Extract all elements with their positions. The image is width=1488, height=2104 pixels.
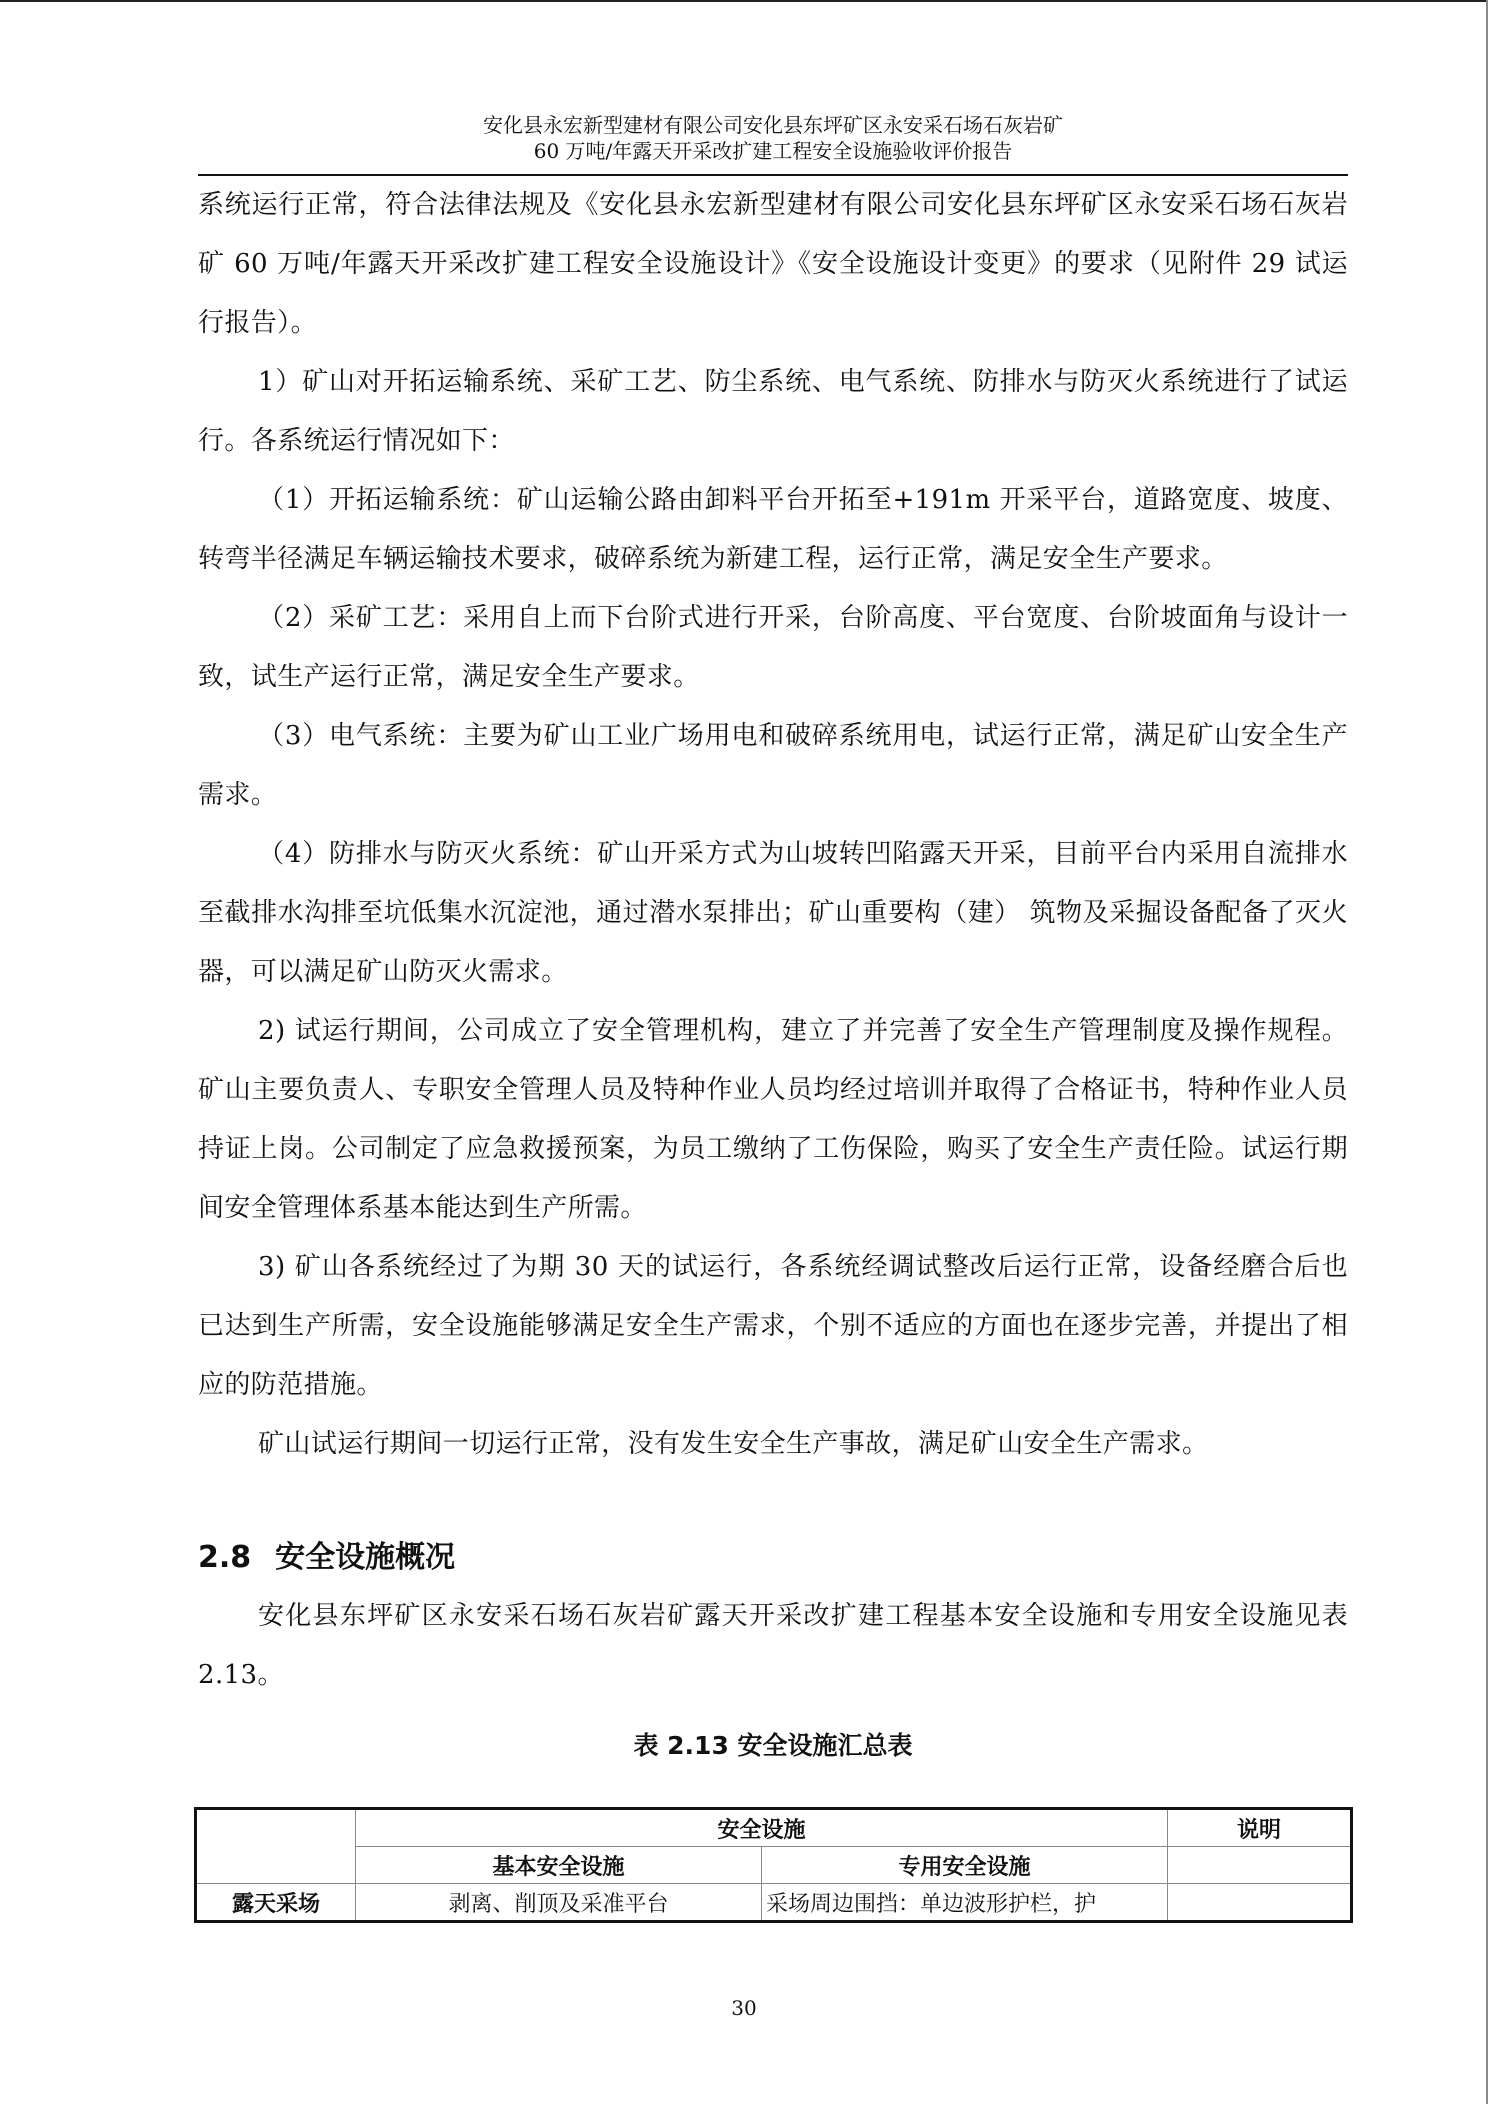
table-corner-cell bbox=[196, 1809, 356, 1884]
header-line-1: 安化县永宏新型建材有限公司安化县东坪矿区永安采石场石灰岩矿 bbox=[483, 113, 1063, 137]
paragraph-subitem-3: （3）电气系统：主要为矿山工业广场用电和破碎系统用电，试运行正常，满足矿山安全生产需求。 bbox=[198, 721, 1348, 810]
table-row bbox=[196, 1884, 1352, 1922]
table-group-header: 安全设施 bbox=[356, 1809, 1168, 1847]
paragraph-item-2: 2) 试运行期间，公司成立了安全管理机构，建立了并完善了安全生产管理制度及操作规程。矿山主要负责人、专职安全管理人员及特种作业人员均经过培训并取得了合格证书，特种作业人员持证上岗。公司制定了应急救援预案，为员工缴纳了工伤保险，购买了安全生产责任险。试运行期间安全管理体系基本能达到生产所需。 bbox=[198, 1016, 1348, 1223]
paragraph-subitem-2: （2）采矿工艺：采用自上而下台阶式进行开采，台阶高度、平台宽度、台阶坡面角与设计一致，试生产运行正常，满足安全生产要求。 bbox=[198, 603, 1348, 692]
table-cell-special: 采场周边围挡：单边波形护栏，护 bbox=[762, 1884, 1168, 1922]
table-row-label: 露天采场 bbox=[196, 1884, 356, 1922]
paragraph-conclusion: 矿山试运行期间一切运行正常，没有发生安全生产事故，满足矿山安全生产需求。 bbox=[258, 1429, 1209, 1459]
paragraph-item-1: 1）矿山对开拓运输系统、采矿工艺、防尘系统、电气系统、防排水与防灭火系统进行了试运行。各系统运行情况如下： bbox=[198, 367, 1348, 456]
body-text bbox=[198, 176, 1348, 1474]
section-body bbox=[198, 1587, 1348, 1705]
safety-facilities-table bbox=[194, 1807, 1353, 1923]
paragraph-continuation: 系统运行正常，符合法律法规及《安化县永宏新型建材有限公司安化县东坪矿区永安采石场石灰岩矿 60 万吨/年露天开采改扩建工程安全设施设计》《安全设施设计变更》的要求（见附件 29 试运行报告）。 bbox=[198, 190, 1348, 338]
table-cell-basic: 剥离、削顶及采准平台 bbox=[356, 1884, 762, 1922]
section-paragraph: 安化县东坪矿区永安采石场石灰岩矿露天开采改扩建工程基本安全设施和专用安全设施见表 2.13。 bbox=[198, 1601, 1348, 1690]
table-cell-note bbox=[1168, 1884, 1352, 1922]
running-header bbox=[198, 112, 1348, 164]
paragraph-subitem-1: （1）开拓运输系统：矿山运输公路由卸料平台开拓至+191m 开采平台，道路宽度、坡度、转弯半径满足车辆运输技术要求，破碎系统为新建工程，运行正常，满足安全生产要求。 bbox=[198, 485, 1348, 574]
paragraph-subitem-4: （4）防排水与防灭火系统：矿山开采方式为山坡转凹陷露天开采，目前平台内采用自流排水至截排水沟排至坑低集水沉淀池，通过潜水泵排出；矿山重要构（建） 筑物及采掘设备配备了灭火器，可以满足矿山防灭火需求。 bbox=[198, 839, 1348, 987]
section-title: 安全设施概况 bbox=[275, 1540, 456, 1575]
table-note-header: 说明 bbox=[1168, 1809, 1352, 1847]
table-note-subheader-empty bbox=[1168, 1847, 1352, 1884]
table-header-row-2 bbox=[196, 1847, 1352, 1884]
table-special-header: 专用安全设施 bbox=[762, 1847, 1168, 1884]
paragraph-item-3: 3) 矿山各系统经过了为期 30 天的试运行，各系统经调试整改后运行正常，设备经磨合后也已达到生产所需，安全设施能够满足安全生产需求，个别不适应的方面也在逐步完善，并提出了相应的防范措施。 bbox=[198, 1252, 1348, 1400]
section-heading bbox=[198, 1532, 455, 1576]
header-line-2: 60 万吨/年露天开采改扩建工程安全设施验收评价报告 bbox=[533, 139, 1013, 163]
table-basic-header: 基本安全设施 bbox=[356, 1847, 762, 1884]
page-top-edge bbox=[0, 0, 1488, 2]
table-header-row-1 bbox=[196, 1809, 1352, 1847]
page-number: 30 bbox=[731, 1996, 757, 2020]
table-caption: 表 2.13 安全设施汇总表 bbox=[633, 1731, 913, 1760]
section-number: 2.8 bbox=[198, 1540, 252, 1575]
